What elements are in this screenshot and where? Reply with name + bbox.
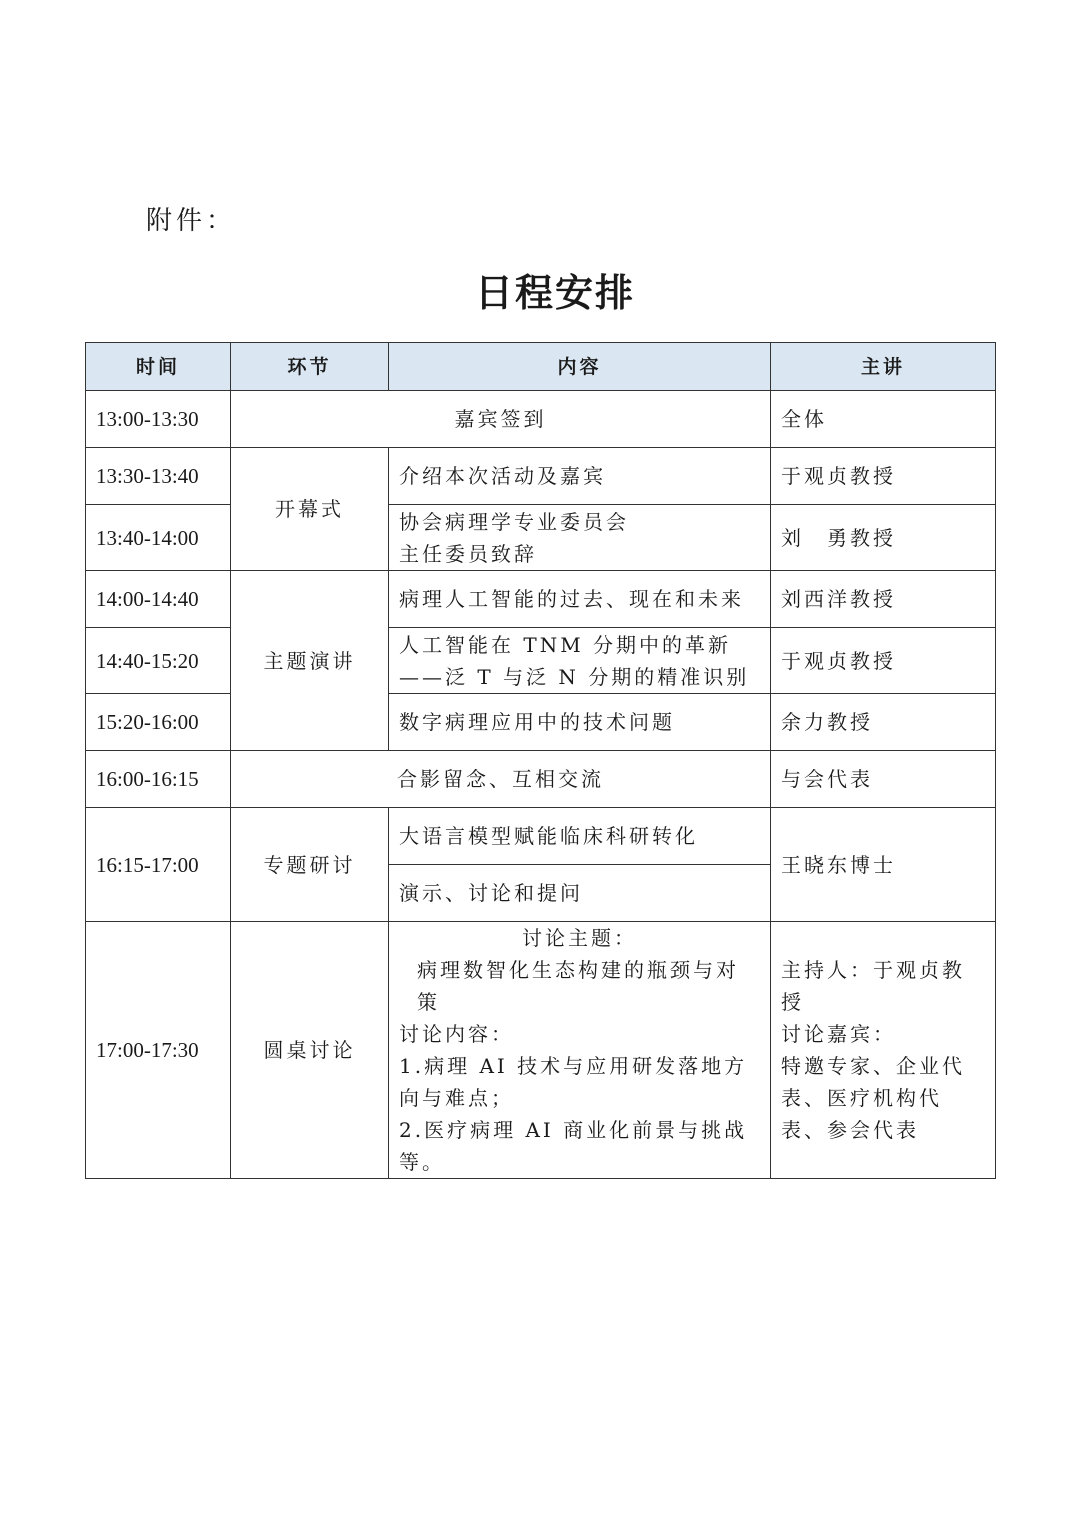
content-cell: 合影留念、互相交流	[231, 751, 771, 808]
table-row	[86, 505, 996, 571]
content-line: 协会病理学专业委员会	[399, 509, 629, 534]
time-cell: 17:00-17:30	[86, 922, 231, 1179]
table-row	[86, 391, 996, 448]
table-row	[86, 694, 996, 751]
schedule-table	[85, 342, 996, 1179]
section-cell: 圆桌讨论	[231, 922, 389, 1179]
speaker-cell: 王晓东博士	[771, 808, 996, 922]
header-content: 内容	[389, 343, 771, 391]
time-cell: 13:40-14:00	[86, 505, 231, 571]
table-row	[86, 628, 996, 694]
section-cell: 开幕式	[231, 448, 389, 571]
content-line: 病理数智化生态构建的瓶颈与对策	[417, 958, 739, 1014]
content-cell: 大语言模型赋能临床科研转化	[389, 808, 771, 865]
content-line: 人工智能在 TNM 分期中的革新	[399, 632, 732, 657]
header-section: 环节	[231, 343, 389, 391]
speaker-line: 主持人：于观贞教授	[781, 958, 965, 1014]
time-cell: 15:20-16:00	[86, 694, 231, 751]
time-cell: 16:00-16:15	[86, 751, 231, 808]
content-cell	[389, 628, 771, 694]
time-cell: 14:00-14:40	[86, 571, 231, 628]
time-cell: 13:00-13:30	[86, 391, 231, 448]
page-title: 日程安排	[474, 271, 635, 315]
speaker-cell	[771, 922, 996, 1179]
section-cell: 主题演讲	[231, 571, 389, 751]
content-cell: 病理人工智能的过去、现在和未来	[389, 571, 771, 628]
attachment-label: 附件：	[146, 206, 237, 236]
content-line: ——泛 T 与泛 N 分期的精准识别	[399, 664, 750, 689]
time-cell: 16:15-17:00	[86, 808, 231, 922]
speaker-line: 特邀专家、企业代表、医疗机构代表、参会代表	[781, 1054, 965, 1142]
speaker-cell: 于观贞教授	[771, 448, 996, 505]
content-cell: 介绍本次活动及嘉宾	[389, 448, 771, 505]
table-row	[86, 448, 996, 505]
content-cell: 嘉宾签到	[231, 391, 771, 448]
time-cell: 13:30-13:40	[86, 448, 231, 505]
header-time: 时间	[86, 343, 231, 391]
content-line: 1.病理 AI 技术与应用研发落地方向与难点；	[399, 1054, 748, 1110]
table-row	[86, 751, 996, 808]
table-row	[86, 922, 996, 1179]
speaker-cell: 与会代表	[771, 751, 996, 808]
table-row	[86, 571, 996, 628]
content-cell	[389, 505, 771, 571]
speaker-cell: 刘西洋教授	[771, 571, 996, 628]
content-cell: 数字病理应用中的技术问题	[389, 694, 771, 751]
table-row	[86, 808, 996, 865]
speaker-line: 讨论嘉宾：	[781, 1022, 896, 1046]
content-cell	[389, 922, 771, 1179]
header-speaker: 主讲	[771, 343, 996, 391]
content-line: 主任委员致辞	[399, 541, 537, 566]
speaker-cell: 全体	[771, 391, 996, 448]
speaker-cell: 于观贞教授	[771, 628, 996, 694]
time-cell: 14:40-15:20	[86, 628, 231, 694]
speaker-cell: 余力教授	[771, 694, 996, 751]
content-cell: 演示、讨论和提问	[389, 865, 771, 922]
content-line: 讨论内容：	[399, 1022, 514, 1046]
section-cell: 专题研讨	[231, 808, 389, 922]
content-line: 2.医疗病理 AI 商业化前景与挑战等。	[399, 1118, 748, 1174]
speaker-cell: 刘 勇教授	[771, 505, 996, 571]
content-line: 讨论主题：	[522, 926, 637, 950]
table-header-row	[86, 343, 996, 391]
